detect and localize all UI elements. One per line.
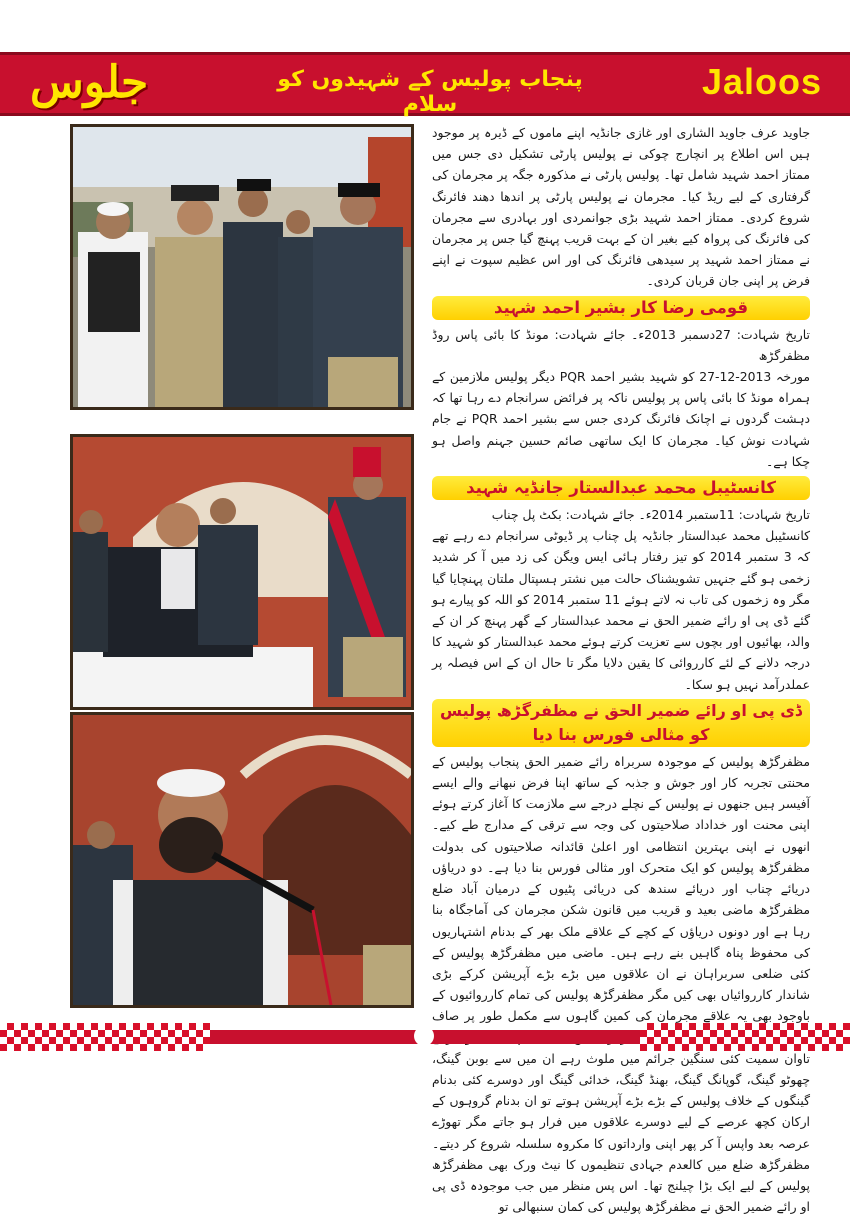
masthead-logo-urdu: جلوس [30, 57, 149, 108]
paragraph-dpo-rai-zameer: مظفرگڑھ پولیس کے موجودہ سربراہ رائے ضمیر الحق پنجاب پولیس کے محنتی تجربہ کار اور جوش و جذبہ کے ساتھ اپنا فرض نبھانے والے ایسے آفیسر ہیں جنھوں نے پولیس کے نچلے درجے سے ملازمت کا آغاز کرتے ہوئے اپنی محنت اور خداداد صلاحیتوں کی وجہ سے ترقی کے مدارج طے کیے۔ انھوں نے اپنی بہترین انتظامی اور اعلیٰ قائدانہ صلاحیتوں کی بدولت مظفرگڑھ پولیس کو ایک متحرک اور مثالی فورس بنا دیا ہے۔ دو دریاؤں دریائے چناب اور دریائے سندھ کی دریائی پٹیوں کے درمیان آباد ضلع مظفرگڑھ ماضی بعید و قریب میں قانون شکن مجرمان کی آماجگاہ بنا رہا ہے اور دونوں دریاؤں کے کچے کے علاقے ملک بھر کے بدنام اشتہاریوں کی محفوظ پناہ گاہیں بنے رہے ہیں۔ ماضی میں مظفرگڑھ پولیس کے کئی ضلعی سربراہان نے ان علاقوں میں بڑے بڑے آپریشن کرکے بڑی شاندار کارروائیاں بھی کیں مگر مظفرگڑھ پولیس کی تمام کارروائیوں کے باوجود بھی یہ علاقے مجرمان کی کمین گاہوں سے مکمل طور پر صاف تاوان سمیت کئی سنگین جرائم میں ملوث رہے ان میں سے بوبن گینگ، چھوٹو گینگ، گوپانگ گینگ، بھنڈ گینگ، خدائی گینگ اور دوسرے کئی بدنام گینگوں کے خلاف پولیس کے بڑے بڑے آپریشن ہوتے تو ان بدنام گروہوں کے ارکان کچھ عرصے کے لیے دوسرے علاقوں میں فرار ہو جاتے مگر تھوڑے عرصہ بعد واپس آ کر پھر اپنی وارداتوں کا مکروہ سلسلہ شروع کر دیتے۔ مظفرگڑھ ضلع میں کالعدم جہادی تنظیموں کا نیٹ ورک بھی مظفرگڑھ پولیس کے لیے ایک بڑا چیلنج تھا۔ اس پس منظر میں جب موجودہ ڈی پی او رائے ضمیر الحق نے مظفرگڑھ پولیس کی کمان سنبھالی تو [432, 753, 810, 1215]
meta-bashir-ahmad: تاریخ شہادت: 27دسمبر 2013ء۔ جائے شہادت: مونڈ کا بائی پاس روڈ مظفرگڑھ [432, 326, 810, 363]
page-dot [414, 1026, 434, 1046]
paragraph-abdul-sattar: کانسٹیبل محمد عبدالستار جانڈیہ پل چناب پر ڈیوٹی سرانجام دے رہے تھے کہ 3 ستمبر 2014 کو تیز رفتار ہائی ایس ویگن کی زد میں آ کر شدید زخمی ہو گئے جنہیں تشویشناک حالت میں نشتر ہسپتال ملتان پہنچایا گیا مگر وہ زخموں کی تاب نہ لاتے ہوئے 11 ستمبر 2014 کو اللہ کو پیارے ہو گئے ڈی پی او رائے ضمیر الحق نے محمد عبدالستار کے گھر پہنچ کر ان کے والد، بھائیوں اور بچوں سے تعزیت کرتے ہوئے محمد عبدالستار کو شہید کا درجہ دلانے کے لئے کارروائی کا یقین دلایا مگر تا حال ان کے اس فیصلہ پر عملدرآمد نہیں ہو سکا۔ [432, 528, 810, 692]
photo-column [66, 118, 416, 1035]
heading-dpo-rai-zameer: ڈی پی او رائے ضمیر الحق نے مظفرگڑھ پولیس کو مثالی فورس بنا دیا [432, 699, 810, 747]
checker-pattern-right [640, 1023, 850, 1051]
paragraph-bashir-ahmad: مورخہ 2013-12-27 کو شہید بشیر احمد PQR دیگر پولیس ملازمین کے ہمراہ مونڈ کا بائی پاس پر پولیس ناکہ پر فرائض سرانجام دے رہا تھا کہ دہشت گردوں نے اچانک فائرنگ کردی جس سے بشیر احمد PQR نے جام شہادت نوش کیا۔ مجرمان کا ایک ساتھی صائم حسین جہنم واصل ہو چکا ہے۔ [432, 369, 810, 469]
masthead-banner [0, 52, 850, 116]
article-body [432, 122, 810, 1215]
photo-police-officers-praying [70, 124, 414, 410]
paragraph-intro: جاوید عرف جاوید الشاری اور غازی جانڈیہ اپنے ماموں کے ڈیرہ پر موجود ہیں اس اطلاع پر انچارج چوکی نے پولیس پارٹی تشکیل دی جس میں ممتاز احمد شہید شامل تھا۔ پولیس پارٹی نے مذکورہ جگہ پر مجرمان کی گرفتاری کے لیے ریڈ کیا۔ مجرمان نے پولیس پارٹی پر اندھا دھند فائرنگ شروع کردی۔ ممتاز احمد شہید بڑی جوانمردی اور بہادری سے مجرمان کی فائرنگ کی پرواہ کیے بغیر ان کے بہت قریب پہنچ گیا جس پر مجرمان نے ممتاز احمد شہید پر سیدھی فائرنگ کی اور اس عظیم سپوت نے اپنے فرض پر اپنی جان قربان کردی۔ [432, 125, 810, 289]
section-title: پنجاب پولیس کے شہیدوں کو سلام [277, 67, 583, 117]
checker-pattern-left [0, 1023, 210, 1051]
heading-abdul-sattar: کانسٹیبل محمد عبدالستار جانڈیہ شہید [432, 476, 810, 500]
photo-speaker-at-podium [70, 434, 414, 710]
heading-bashir-ahmad: قومی رضا کار بشیر احمد شہید [432, 296, 810, 320]
masthead-logo-latin: Jaloos [701, 61, 822, 102]
photo-cleric-at-microphone [70, 712, 414, 1008]
footer-strip [0, 1023, 850, 1051]
meta-abdul-sattar: تاریخ شہادت: 11ستمبر 2014ء۔ جائے شہادت: بکٹ پل چناب [491, 507, 810, 523]
